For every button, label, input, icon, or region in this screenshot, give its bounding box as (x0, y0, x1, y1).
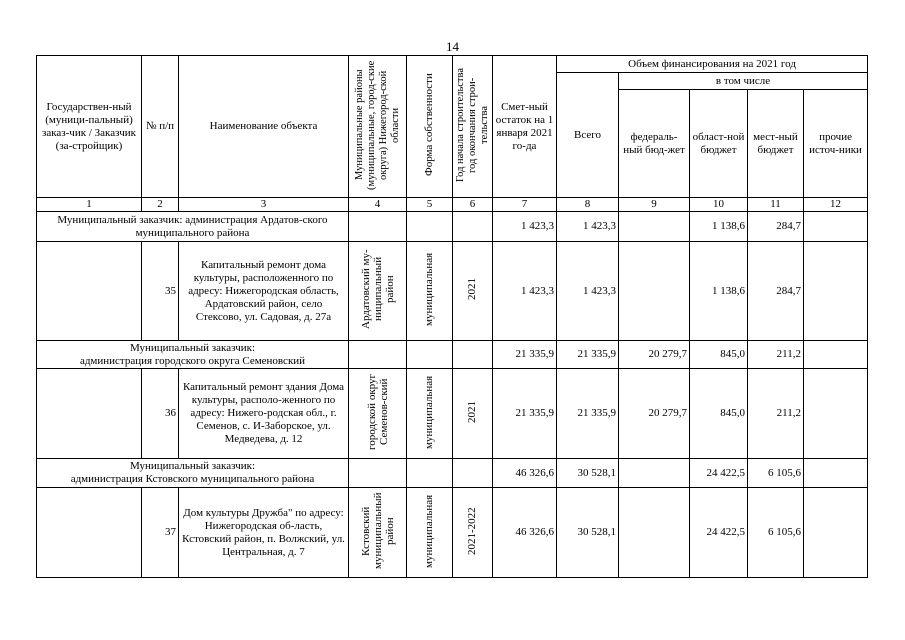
header-years (453, 56, 493, 198)
total-local: 211,2 (748, 341, 804, 369)
object-estimate: 1 423,3 (493, 242, 557, 341)
col-num: 10 (690, 198, 748, 212)
header-including: в том числе (619, 73, 868, 90)
object-ownership-text: муниципальная (423, 252, 435, 326)
col-num: 9 (619, 198, 690, 212)
object-years-text: 2021-2022 (466, 506, 478, 555)
header-other: прочие источ-ники (804, 90, 868, 198)
col-num: 1 (37, 198, 142, 212)
empty-cell (407, 212, 453, 242)
total-all: 21 335,9 (557, 341, 619, 369)
object-district (349, 488, 407, 578)
column-numbers-row (37, 198, 868, 212)
object-federal: 20 279,7 (619, 369, 690, 459)
customer-label-line: администрация городского округа Семеновский (79, 354, 306, 367)
object-other (804, 369, 868, 459)
object-regional: 24 422,5 (690, 488, 748, 578)
object-district-text: Ардатовский му-ниципальный район (359, 249, 396, 329)
col-num: 4 (349, 198, 407, 212)
total-federal (619, 459, 690, 488)
object-other (804, 488, 868, 578)
page-number: 14 (446, 39, 459, 54)
customer-row (37, 212, 868, 242)
col-num: 3 (179, 198, 349, 212)
customer-row (37, 341, 868, 369)
header-customer: Государствен-ный (муници-пальный) заказ-чик / Заказчик (за-стройщик) (37, 56, 142, 198)
header-regional: област-ной бюджет (690, 90, 748, 198)
object-name: Дом культуры Дружба" по адресу: Нижегородская об-ласть, Кстовский район, п. Волжский, ул. Центральная, д. 7 (179, 488, 349, 578)
col-num: 7 (493, 198, 557, 212)
object-total: 21 335,9 (557, 369, 619, 459)
object-local: 284,7 (748, 242, 804, 341)
total-regional: 1 138,6 (690, 212, 748, 242)
object-number: 35 (142, 242, 179, 341)
header-years-text: Год начала строительства год окончания строи-тельства (455, 67, 490, 182)
empty-cell (453, 341, 493, 369)
total-estimate: 46 326,6 (493, 459, 557, 488)
object-district (349, 369, 407, 459)
col-num: 5 (407, 198, 453, 212)
header-ownership-text: Форма собственности (423, 73, 435, 176)
empty-cell (407, 459, 453, 488)
col-num: 6 (453, 198, 493, 212)
col-num: 12 (804, 198, 868, 212)
object-estimate: 21 335,9 (493, 369, 557, 459)
customer-label (37, 341, 349, 369)
object-years (453, 488, 493, 578)
object-regional: 1 138,6 (690, 242, 748, 341)
object-number: 36 (142, 369, 179, 459)
object-name: Капитальный ремонт дома культуры, расположенного по адресу: Нижегородская область, Ардатовский район, село Стексово, ул. Садовая, д. 27а (179, 242, 349, 341)
empty-cell (349, 341, 407, 369)
object-local: 6 105,6 (748, 488, 804, 578)
empty-cell (349, 212, 407, 242)
total-federal: 20 279,7 (619, 341, 690, 369)
empty-cell (37, 369, 142, 459)
total-other (804, 341, 868, 369)
customer-row (37, 459, 868, 488)
total-federal (619, 212, 690, 242)
object-district-text: Кстовский муниципальный район (359, 492, 396, 569)
col-num: 8 (557, 198, 619, 212)
header-total: Всего (557, 73, 619, 198)
total-other (804, 212, 868, 242)
object-number: 37 (142, 488, 179, 578)
object-row (37, 369, 868, 459)
object-other (804, 242, 868, 341)
header-financing: Объем финансирования на 2021 год (557, 56, 868, 73)
object-ownership-text: муниципальная (423, 374, 435, 449)
empty-cell (37, 488, 142, 578)
header-estimate-balance: Смет-ный остаток на 1 января 2021 го-да (493, 56, 557, 198)
object-district (349, 242, 407, 341)
header-row-1 (37, 56, 868, 73)
object-total: 30 528,1 (557, 488, 619, 578)
object-ownership-text: муниципальная (423, 493, 435, 568)
col-num: 2 (142, 198, 179, 212)
header-district-text: Муниципальные районы (муниципальные, город-ские округа) Нижегород-ской области (353, 59, 401, 190)
header-local: мест-ный бюджет (748, 90, 804, 198)
total-estimate: 1 423,3 (493, 212, 557, 242)
customer-label-line: Муниципальный заказчик: (129, 460, 256, 472)
object-federal (619, 242, 690, 341)
customer-label: Муниципальный заказчик: администрация Ардатов-ского муниципального района (37, 212, 349, 242)
empty-cell (453, 459, 493, 488)
empty-cell (453, 212, 493, 242)
customer-label-line: Муниципальный заказчик: (129, 341, 256, 354)
total-estimate: 21 335,9 (493, 341, 557, 369)
object-local: 211,2 (748, 369, 804, 459)
total-local: 284,7 (748, 212, 804, 242)
total-all: 1 423,3 (557, 212, 619, 242)
empty-cell (37, 242, 142, 341)
financing-table (36, 55, 868, 578)
header-number: № п/п (142, 56, 179, 198)
object-years (453, 369, 493, 459)
object-row (37, 488, 868, 578)
header-object-name: Наименование объекта (179, 56, 349, 198)
col-num: 11 (748, 198, 804, 212)
object-ownership (407, 369, 453, 459)
total-local: 6 105,6 (748, 459, 804, 488)
header-ownership (407, 56, 453, 198)
object-district-text: городской округ Семенов-ский (365, 373, 390, 450)
total-regional: 845,0 (690, 341, 748, 369)
object-ownership (407, 488, 453, 578)
object-years-text: 2021 (466, 400, 478, 423)
customer-label-line: администрация Кстовского муниципального района (70, 473, 315, 485)
object-total: 1 423,3 (557, 242, 619, 341)
object-ownership (407, 242, 453, 341)
total-regional: 24 422,5 (690, 459, 748, 488)
header-federal: федераль-ный бюд-жет (619, 90, 690, 198)
object-regional: 845,0 (690, 369, 748, 459)
object-name: Капитальный ремонт здания Дома культуры, располо-женного по адресу: Нижего-родская обл., г. Семенов, с. И-Заборское, ул. Медведева, д. 12 (179, 369, 349, 459)
total-all: 30 528,1 (557, 459, 619, 488)
customer-label (37, 459, 349, 488)
object-estimate: 46 326,6 (493, 488, 557, 578)
empty-cell (349, 459, 407, 488)
object-federal (619, 488, 690, 578)
empty-cell (407, 341, 453, 369)
object-row (37, 242, 868, 341)
object-years (453, 242, 493, 341)
total-other (804, 459, 868, 488)
header-district (349, 56, 407, 198)
object-years-text: 2021 (466, 278, 478, 300)
